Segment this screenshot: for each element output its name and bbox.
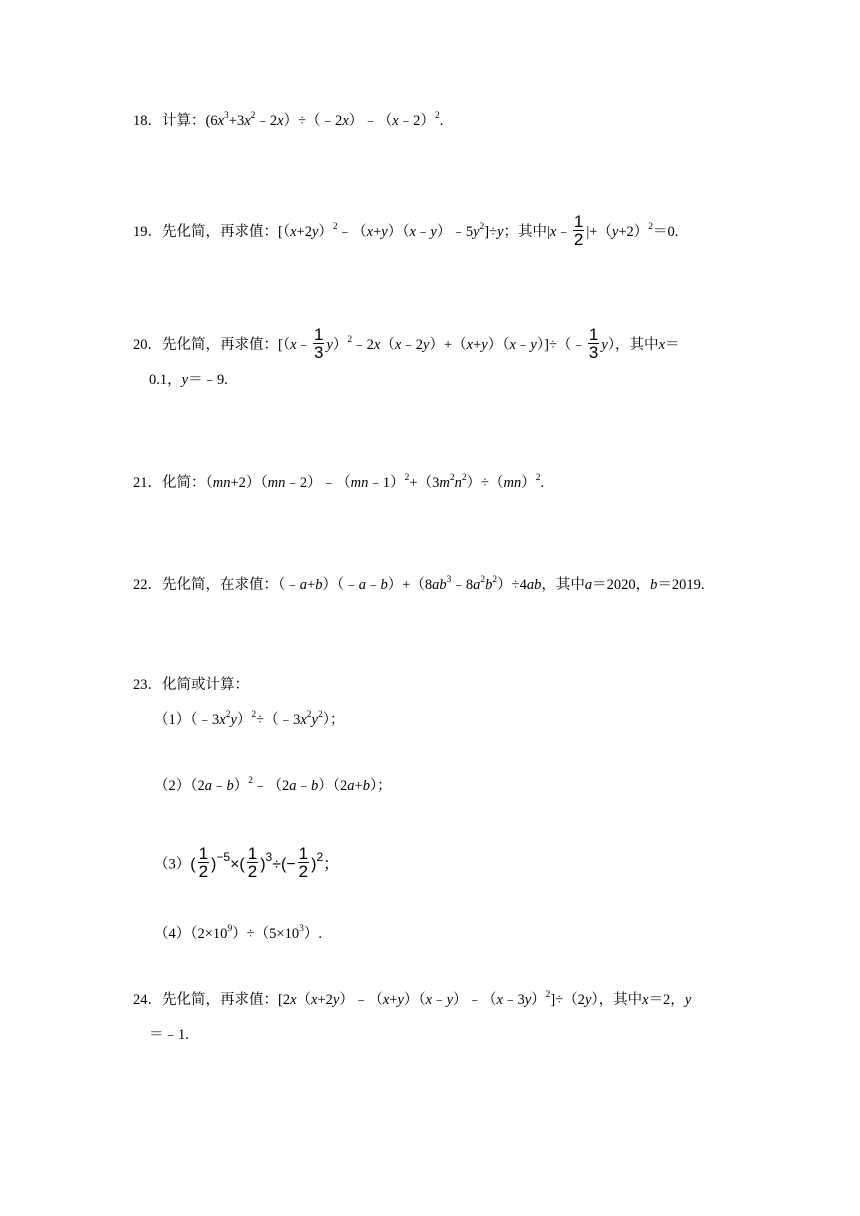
problem-number: 19．先化简，再求值：[（ — [133, 223, 291, 240]
fraction-one-half: $\frac{1}{2}$ — [573, 212, 584, 249]
problem-number: 24．先化简，再求值：[2 — [133, 992, 291, 1008]
problem-number: 20．先化简，再求值：[（ — [133, 336, 291, 353]
problem-number: 22．先化简，在求值：（﹣ — [133, 577, 300, 593]
problem-22: 22．先化简，在求值：$(﹣a+b)(﹣a﹣b)+(8ab^3﹣8a^2b^2)\div 4ab$，其中a＝2020，b＝2019. — [133, 575, 705, 593]
fraction-one-half: $\frac{1}{2}$ — [198, 844, 209, 881]
fraction-one-half: $\frac{1}{2}$ — [298, 844, 309, 881]
problem-21: 21．化简：$(mn+2)(mn﹣2)﹣(mn﹣1)^2+(3m^2n^2)\div(mn)^2$. — [133, 473, 545, 491]
fraction-one-half: $\frac{1}{2}$ — [247, 844, 258, 881]
problem-20-line-2: 0.1，y＝﹣9. — [149, 372, 228, 388]
problem-18: 18．计算：$(6x^3+3x^2﹣2x)\div(﹣2x)﹣(x﹣2)^2$. — [133, 111, 444, 129]
problem-23 — [133, 675, 249, 695]
fraction-one-third: $\frac{1}{3}$ — [314, 325, 324, 362]
problem-24: 24．先化简，再求值：[2x（x+2y）﹣（x+y）（x﹣y）﹣（x﹣3y）$^2$]÷（2y），其中x＝2，y — [133, 990, 692, 1008]
problem-24-line-2: ＝﹣1. — [149, 1027, 189, 1043]
problem-number: 18．计算： — [133, 113, 206, 129]
problem-20: 20．先化简，再求值：[（x﹣ $\frac{1}{3}$ y）$^2$﹣2x（x﹣2y）+（x+y）（x﹣y）]÷（﹣ $\frac{1}{3}$ y），其中x＝ — [133, 325, 680, 362]
fraction-one-third: $\frac{1}{3}$ — [588, 325, 599, 362]
problem-19: 19．先化简，再求值：$[(x+2y)^2﹣(x+y)(x﹣y)﹣5y^2]\div y$；其中|x﹣ $\frac{1}{2}$ $|+(y+2)^2=0$. — [133, 212, 679, 249]
problem-number: 23．化简或计算： — [133, 677, 249, 693]
problem-23-part-4: $(4)(2\times 10^9)\div(5\times 10^3)$. — [154, 924, 322, 942]
power-expression: ( $\frac{1}{2}$ )$^{-5}$×( $\frac{1}{2}$ )$^3$÷(− $\frac{1}{2}$ )$^2$； — [190, 844, 340, 881]
problem-number: 21．化简：（ — [133, 475, 213, 491]
problem-23-part-1: $(1)(﹣3x^2y)^2\div(﹣3x^2y^2)$； — [154, 710, 345, 728]
problem-23-part-3: （3）( $\frac{1}{2}$ )$^{-5}$×( $\frac{1}{2}$ )$^3$÷(− $\frac{1}{2}$ )$^2$； — [154, 844, 340, 881]
problem-23-part-2: （2）（2a﹣b）$^2$﹣（2a﹣b）（2a+b）； — [154, 776, 392, 794]
